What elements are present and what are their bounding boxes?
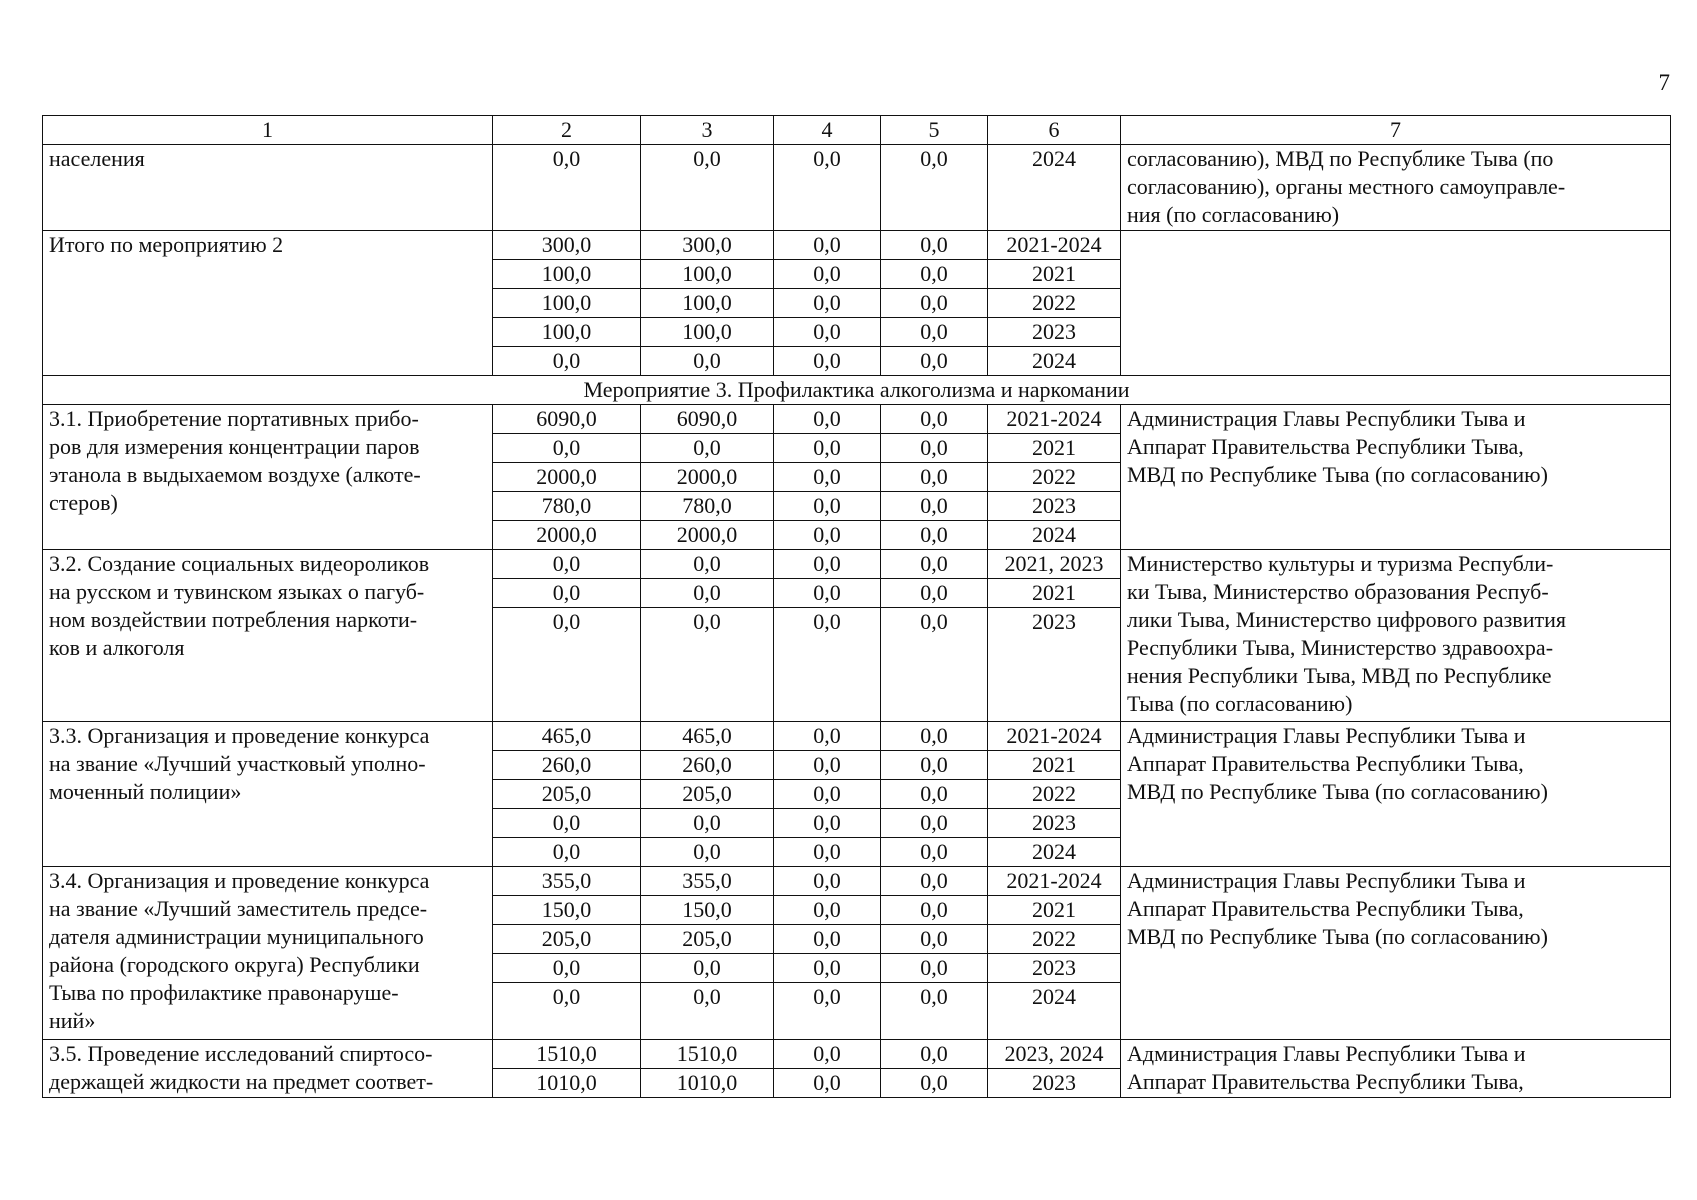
value-cell: 0,0: [881, 809, 988, 838]
table-row: [43, 1040, 1671, 1069]
table-row: [43, 145, 1671, 174]
value-cell: 300,0: [493, 230, 641, 259]
value-cell: 0,0: [641, 954, 774, 983]
value-cell: 0,0: [881, 404, 988, 433]
value-cell: 0,0: [881, 578, 988, 607]
header-cell: 4: [774, 116, 881, 145]
item-name-cell: [43, 404, 493, 549]
value-cell: 2023, 2024: [988, 1040, 1121, 1069]
value-cell: 780,0: [641, 491, 774, 520]
value-cell: 0,0: [774, 780, 881, 809]
executor-cell-line: Администрация Главы Республики Тыва и: [1127, 723, 1526, 749]
value-cell: 100,0: [641, 288, 774, 317]
executor-cell-line: Аппарат Правительства Республики Тыва,: [1127, 1069, 1524, 1095]
value-cell: 2023: [988, 1069, 1121, 1098]
value-cell: 150,0: [641, 896, 774, 925]
item-name-cell-line: дателя администрации муниципального: [49, 924, 424, 950]
item-name-cell-line: этанола в выдыхаемом воздухе (алкоте-: [49, 461, 421, 487]
value-cell: 0,0: [641, 607, 774, 721]
item-name-cell-line: на звание «Лучший заместитель предсе-: [49, 896, 428, 922]
value-cell: 2021-2024: [988, 404, 1121, 433]
value-cell: 0,0: [881, 520, 988, 549]
value-cell: 0,0: [641, 433, 774, 462]
value-cell: 2021: [988, 259, 1121, 288]
value-cell: 2024: [988, 520, 1121, 549]
table-row: [43, 404, 1671, 433]
value-cell: 0,0: [881, 491, 988, 520]
executor-cell: [1121, 1040, 1671, 1098]
item-name-cell-line: ном воздействии потребления наркоти-: [49, 606, 418, 632]
value-cell: 2023: [988, 491, 1121, 520]
header-cell: 7: [1121, 116, 1671, 145]
value-cell: 0,0: [774, 288, 881, 317]
value-cell: 2021-2024: [988, 230, 1121, 259]
value-cell: 0,0: [774, 520, 881, 549]
value-cell: 0,0: [641, 578, 774, 607]
value-cell: 2022: [988, 780, 1121, 809]
section-title: Мероприятие 3. Профилактика алкоголизма и наркомании: [43, 375, 1671, 404]
item-name-cell: [43, 549, 493, 721]
item-name-cell: [43, 1040, 493, 1098]
item-name-cell: [43, 230, 493, 375]
item-name-cell-line: 3.2. Создание социальных видеороликов: [49, 550, 430, 576]
executor-cell: [1121, 549, 1671, 721]
value-cell: 0,0: [881, 1069, 988, 1098]
value-cell: 0,0: [881, 780, 988, 809]
value-cell: 0,0: [774, 1069, 881, 1098]
executor-cell-line: ния (по согласованию): [1127, 202, 1340, 227]
value-cell: 0,0: [881, 896, 988, 925]
value-cell: 1510,0: [641, 1040, 774, 1069]
value-cell: 0,0: [774, 317, 881, 346]
value-cell: 0,0: [774, 925, 881, 954]
value-cell: 6090,0: [641, 404, 774, 433]
value-cell: 0,0: [774, 433, 881, 462]
value-cell: 1510,0: [493, 1040, 641, 1069]
value-cell: 0,0: [774, 983, 881, 1040]
value-cell: 0,0: [493, 607, 641, 721]
value-cell: 0,0: [881, 722, 988, 751]
item-name-cell-line: 3.3. Организация и проведение конкурса: [49, 723, 430, 749]
executor-cell-line: согласованию), МВД по Республике Тыва (по: [1127, 146, 1554, 171]
value-cell: 6090,0: [493, 404, 641, 433]
value-cell: 355,0: [641, 867, 774, 896]
item-name-cell-line: населения: [49, 146, 145, 171]
executor-cell-line: Министерство культуры и туризма Республи-: [1127, 550, 1554, 576]
value-cell: 260,0: [493, 751, 641, 780]
item-name-cell-line: 3.5. Проведение исследований спиртосо-: [49, 1041, 433, 1067]
item-name-cell: [43, 145, 493, 231]
value-cell: 0,0: [774, 607, 881, 721]
value-cell: 0,0: [641, 549, 774, 578]
value-cell: 2021-2024: [988, 722, 1121, 751]
value-cell: 780,0: [493, 491, 641, 520]
value-cell: 0,0: [881, 867, 988, 896]
header-cell: 6: [988, 116, 1121, 145]
value-cell: 0,0: [493, 838, 641, 867]
value-cell: 100,0: [493, 288, 641, 317]
table-row: [43, 722, 1671, 751]
value-cell: 0,0: [493, 954, 641, 983]
value-cell: 0,0: [881, 346, 988, 375]
value-cell: 205,0: [641, 780, 774, 809]
item-name-cell-line: на русском и тувинском языках о пагуб-: [49, 578, 425, 604]
value-cell: 2024: [988, 145, 1121, 231]
executor-cell-line: Аппарат Правительства Республики Тыва,: [1127, 433, 1524, 459]
value-cell: 0,0: [881, 838, 988, 867]
value-cell: 0,0: [881, 462, 988, 491]
value-cell: 2024: [988, 983, 1121, 1040]
value-cell: 150,0: [493, 896, 641, 925]
item-name-cell-line: моченный полиции»: [49, 779, 242, 805]
value-cell: 100,0: [641, 317, 774, 346]
value-cell: 0,0: [774, 722, 881, 751]
section-header-row: [43, 375, 1671, 404]
item-name-cell-line: стеров): [49, 489, 118, 515]
value-cell: 0,0: [774, 1040, 881, 1069]
value-cell: 0,0: [774, 838, 881, 867]
executor-cell: [1121, 404, 1671, 549]
table-row: [43, 549, 1671, 578]
value-cell: 0,0: [493, 549, 641, 578]
value-cell: 205,0: [641, 925, 774, 954]
value-cell: 0,0: [774, 462, 881, 491]
executor-cell-line: согласованию), органы местного самоуправле-: [1127, 174, 1566, 199]
value-cell: 0,0: [881, 751, 988, 780]
budget-table: [42, 115, 1671, 1098]
table-row: [43, 867, 1671, 896]
value-cell: 2000,0: [641, 462, 774, 491]
header-cell: 1: [43, 116, 493, 145]
item-name-cell-line: ний»: [49, 1008, 96, 1034]
value-cell: 355,0: [493, 867, 641, 896]
value-cell: 205,0: [493, 780, 641, 809]
executor-cell-line: Аппарат Правительства Республики Тыва,: [1127, 751, 1524, 777]
value-cell: 2021-2024: [988, 867, 1121, 896]
value-cell: 465,0: [641, 722, 774, 751]
executor-cell-line: Республики Тыва, Министерство здравоохра-: [1127, 634, 1554, 660]
executor-cell-line: Администрация Главы Республики Тыва и: [1127, 405, 1526, 431]
value-cell: 0,0: [641, 809, 774, 838]
value-cell: 0,0: [774, 145, 881, 231]
item-name-cell-line: ров для измерения концентрации паров: [49, 433, 420, 459]
value-cell: 0,0: [881, 925, 988, 954]
value-cell: 0,0: [774, 751, 881, 780]
value-cell: 2021: [988, 578, 1121, 607]
value-cell: 465,0: [493, 722, 641, 751]
value-cell: 0,0: [493, 145, 641, 231]
item-name-cell-line: 3.4. Организация и проведение конкурса: [49, 868, 430, 894]
value-cell: 0,0: [641, 983, 774, 1040]
header-cell: 5: [881, 116, 988, 145]
item-name-cell-line: района (городского округа) Республики: [49, 952, 420, 978]
value-cell: 0,0: [774, 867, 881, 896]
value-cell: 260,0: [641, 751, 774, 780]
value-cell: 300,0: [641, 230, 774, 259]
executor-cell-line: лики Тыва, Министерство цифрового развития: [1127, 606, 1566, 632]
item-name-cell: [43, 722, 493, 867]
value-cell: 0,0: [493, 346, 641, 375]
value-cell: 2022: [988, 462, 1121, 491]
executor-cell-line: нения Республики Тыва, МВД по Республике: [1127, 662, 1552, 688]
executor-cell: [1121, 867, 1671, 1040]
value-cell: 0,0: [881, 433, 988, 462]
value-cell: 2021: [988, 433, 1121, 462]
value-cell: 0,0: [881, 607, 988, 721]
value-cell: 1010,0: [493, 1069, 641, 1098]
executor-cell-line: ки Тыва, Министерство образования Респуб-: [1127, 578, 1549, 604]
value-cell: 2022: [988, 925, 1121, 954]
item-name-cell-line: 3.1. Приобретение портативных прибо-: [49, 405, 419, 431]
value-cell: 205,0: [493, 925, 641, 954]
value-cell: 100,0: [641, 259, 774, 288]
item-name-cell: [43, 867, 493, 1040]
value-cell: 0,0: [493, 433, 641, 462]
value-cell: 1010,0: [641, 1069, 774, 1098]
value-cell: 0,0: [774, 404, 881, 433]
value-cell: 0,0: [881, 145, 988, 231]
value-cell: 0,0: [774, 259, 881, 288]
value-cell: 2024: [988, 838, 1121, 867]
value-cell: 0,0: [774, 896, 881, 925]
value-cell: 0,0: [881, 288, 988, 317]
item-name-cell-line: Тыва по профилактике правонаруше-: [49, 980, 399, 1006]
value-cell: 0,0: [641, 346, 774, 375]
value-cell: 2000,0: [641, 520, 774, 549]
executor-cell-line: Администрация Главы Республики Тыва и: [1127, 1041, 1526, 1067]
value-cell: 0,0: [641, 145, 774, 231]
value-cell: 2000,0: [493, 520, 641, 549]
value-cell: 100,0: [493, 317, 641, 346]
value-cell: 0,0: [881, 230, 988, 259]
value-cell: 0,0: [881, 1040, 988, 1069]
value-cell: 0,0: [493, 983, 641, 1040]
executor-cell: [1121, 722, 1671, 867]
value-cell: 2023: [988, 809, 1121, 838]
executor-cell-line: МВД по Республике Тыва (по согласованию): [1127, 461, 1548, 487]
value-cell: 0,0: [641, 838, 774, 867]
item-name-cell-line: ков и алкоголя: [49, 634, 185, 660]
value-cell: 0,0: [774, 230, 881, 259]
value-cell: 0,0: [881, 549, 988, 578]
value-cell: 0,0: [774, 578, 881, 607]
value-cell: 2000,0: [493, 462, 641, 491]
executor-cell: [1121, 145, 1671, 231]
item-name-cell-line: Итого по мероприятию 2: [49, 231, 284, 257]
value-cell: 0,0: [774, 346, 881, 375]
value-cell: 0,0: [774, 491, 881, 520]
value-cell: 2022: [988, 288, 1121, 317]
value-cell: 2021, 2023: [988, 549, 1121, 578]
value-cell: 2023: [988, 317, 1121, 346]
value-cell: 0,0: [774, 809, 881, 838]
value-cell: 0,0: [881, 259, 988, 288]
value-cell: 0,0: [493, 809, 641, 838]
page-number: 7: [1658, 70, 1670, 95]
executor-cell-line: Аппарат Правительства Республики Тыва,: [1127, 896, 1524, 922]
value-cell: 2021: [988, 896, 1121, 925]
executor-cell: [1121, 230, 1671, 375]
header-row: [43, 116, 1671, 145]
executor-cell-line: Тыва (по согласованию): [1127, 690, 1353, 716]
executor-cell-line: МВД по Республике Тыва (по согласованию): [1127, 779, 1548, 805]
value-cell: 0,0: [774, 549, 881, 578]
value-cell: 2021: [988, 751, 1121, 780]
value-cell: 100,0: [493, 259, 641, 288]
value-cell: 0,0: [881, 983, 988, 1040]
table-row: [43, 230, 1671, 259]
value-cell: 2023: [988, 954, 1121, 983]
value-cell: 0,0: [881, 954, 988, 983]
executor-cell-line: Администрация Главы Республики Тыва и: [1127, 868, 1526, 894]
value-cell: 0,0: [881, 317, 988, 346]
value-cell: 0,0: [493, 578, 641, 607]
value-cell: 0,0: [774, 954, 881, 983]
header-cell: 2: [493, 116, 641, 145]
header-cell: 3: [641, 116, 774, 145]
executor-cell-line: МВД по Республике Тыва (по согласованию): [1127, 924, 1548, 950]
item-name-cell-line: на звание «Лучший участковый уполно-: [49, 751, 426, 777]
item-name-cell-line: держащей жидкости на предмет соответ-: [49, 1069, 434, 1095]
value-cell: 2023: [988, 607, 1121, 721]
value-cell: 2024: [988, 346, 1121, 375]
